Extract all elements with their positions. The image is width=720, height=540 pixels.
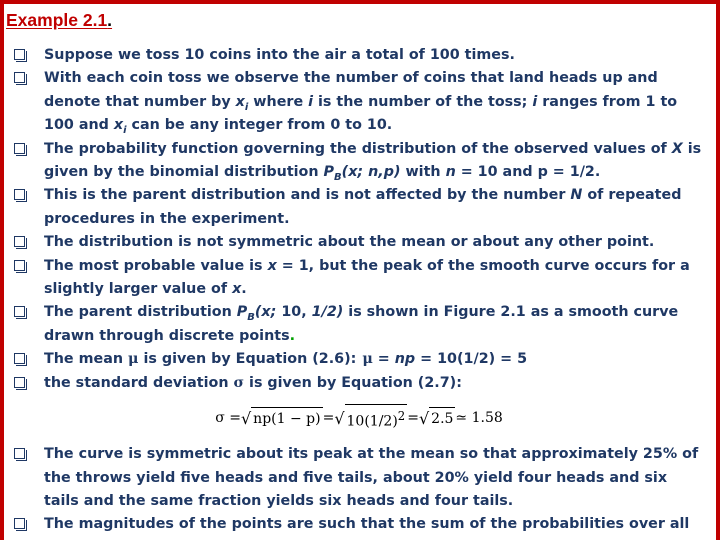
checkbox-bullet-icon — [14, 377, 25, 388]
bullet-item: The curve is symmetric about its peak at the mean so that approximately 25% of the throws yield five heads and five tails, about 20% yield four heads and six tails and the same fraction yields six heads and four tails. — [14, 443, 704, 513]
bullet-item: With each coin toss we observe the number of coins that land heads up and denote that number by $x_i$ where i is the number of the toss; i ranges from 1 to 100 and $x_i$ can be any integer from 0 to 10. — [14, 67, 704, 137]
checkbox-bullet-icon — [14, 72, 25, 83]
bullet-item: the standard deviation σ is given by Equation (2.7): — [14, 372, 704, 395]
checkbox-bullet-icon — [14, 49, 25, 60]
checkbox-bullet-icon — [14, 518, 25, 529]
checkbox-bullet-icon — [14, 448, 25, 459]
checkbox-bullet-icon — [14, 189, 25, 200]
slide-title: Example 2.1. — [6, 10, 113, 30]
bullet-item: The most probable value is x = 1, but the peak of the smooth curve occurs for a slightly larger value of x. — [14, 255, 704, 302]
bullet-item: Suppose we toss 10 coins into the air a total of 100 times. — [14, 44, 704, 67]
checkbox-bullet-icon — [14, 260, 25, 271]
checkbox-bullet-icon — [14, 143, 25, 154]
bullet-item: This is the parent distribution and is not affected by the number N of repeated procedures in the experiment. — [14, 184, 704, 231]
bullet-item: The mean μ is given by Equation (2.6): μ = np = 10(1/2) = 5 — [14, 348, 704, 371]
sigma-formula: σ = √ np(1 − p) = √ $10(1/2)^2$ = √ 2.5 ≃ 1.58 — [0, 395, 704, 443]
checkbox-bullet-icon — [14, 306, 25, 317]
bullet-item: The magnitudes of the points are such that the sum of the probabilities over all — [14, 513, 704, 536]
checkbox-bullet-icon — [14, 353, 25, 364]
bullet-item: The distribution is not symmetric about the mean or about any other point. — [14, 231, 704, 254]
bullet-list — [14, 44, 704, 537]
checkbox-bullet-icon — [14, 236, 25, 247]
bullet-item: The probability function governing the distribution of the observed values of X is given by the binomial distribution $P_B(x$; n,p) with n = 10 and p = 1/2. — [14, 138, 704, 185]
bullet-item: The parent distribution $P_B(x$; 10, 1/2) is shown in Figure 2.1 as a smooth curve drawn through discrete points. — [14, 301, 704, 348]
